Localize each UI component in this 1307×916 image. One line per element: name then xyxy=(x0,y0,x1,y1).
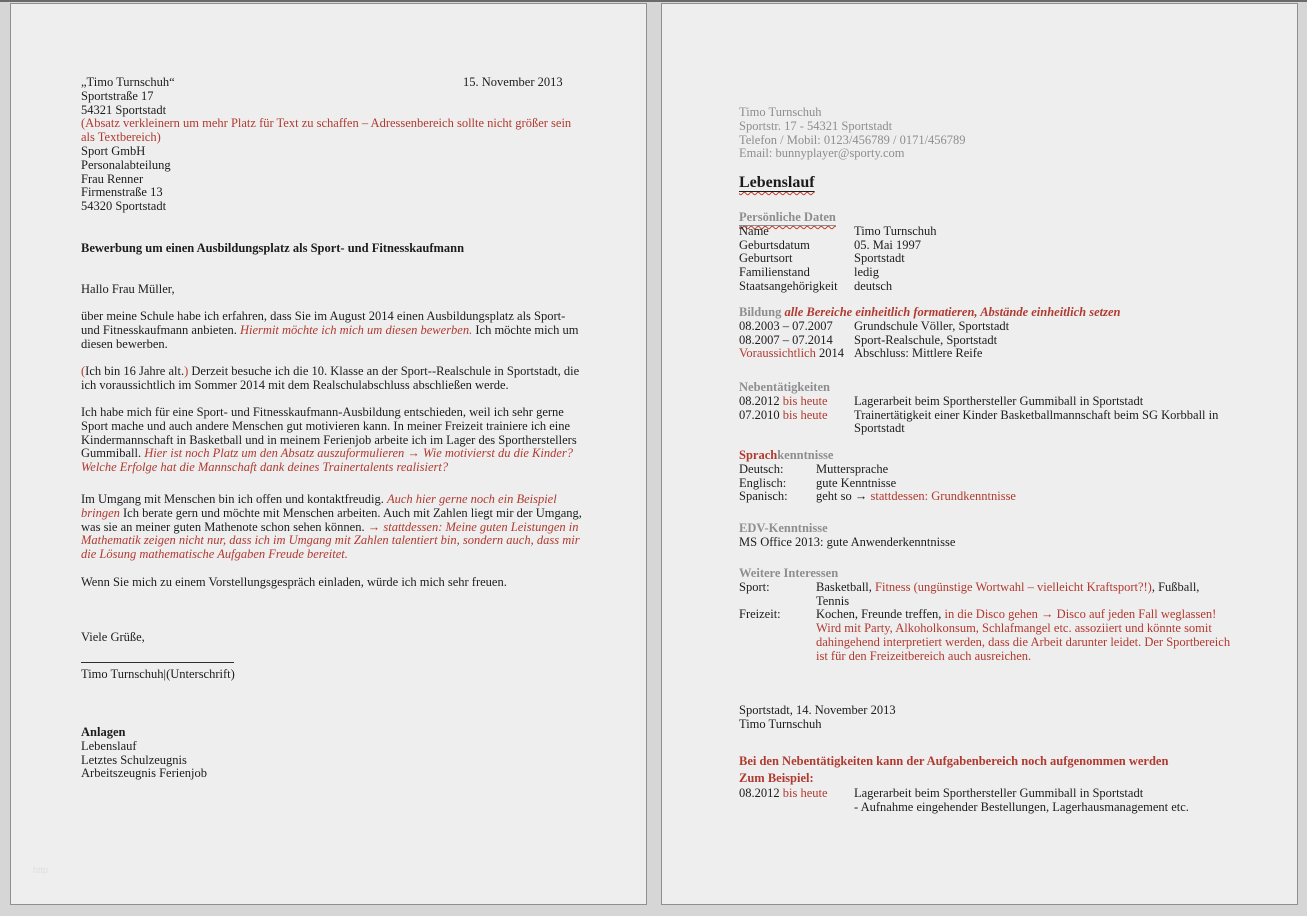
sport-value-text: Basketball, xyxy=(816,579,876,594)
personal-row xyxy=(739,252,1231,266)
bottom-note-line-2: Zum Beispiel: xyxy=(739,771,814,785)
education-row xyxy=(739,320,1239,334)
cv-contact-address: Sportstr. 17 - 54321 Sportstadt xyxy=(739,118,893,133)
paragraph-2-paren-close: ) xyxy=(184,364,189,378)
paragraph-4 xyxy=(81,493,586,562)
leisure-correction: in die Disco gehen → Disco auf jeden Fall weglassen! Wird mit Party, Alkoholkonsum, Schlafmangel etc. assoziiert und könnte somit dahingehend interpretiert werden, dass die Arbeit darunter leidet. Der Sportbereich ist für den Freizeitbereich auch ausreichen. xyxy=(816,607,1231,663)
paragraph-1-text: über meine Schule habe ich erfahren, dass Sie im August 2014 einen Ausbildungsplatz als Sport- und Fitnesskaufmann anbieten. xyxy=(81,309,566,337)
row-date xyxy=(739,787,854,815)
row-value-text: geht so → xyxy=(816,489,871,504)
row-date xyxy=(739,395,854,409)
row-date-correction: bis heute xyxy=(782,393,828,408)
language-row xyxy=(739,463,1231,477)
paragraph-4-text: Im Umgang mit Menschen bin ich offen und kontaktfreudig. xyxy=(81,492,387,506)
side-job-row xyxy=(739,395,1231,409)
row-date: 08.2003 – 07.2007 xyxy=(739,318,833,333)
recipient-department: Personalabteilung xyxy=(81,157,171,172)
letter-date: 15. November 2013 xyxy=(463,75,563,89)
faint-watermark: http xyxy=(33,865,49,875)
education-row xyxy=(739,347,1239,361)
row-value: Grundschule Völler, Sportstadt xyxy=(854,318,1010,333)
row-value: Trainertätigkeit einer Kinder Basketballmannschaft beim SG Korbball in Sportstadt xyxy=(854,407,1219,436)
row-value xyxy=(816,581,1231,609)
example-row xyxy=(739,787,1231,815)
row-value xyxy=(816,477,1231,491)
personal-row xyxy=(739,266,1231,280)
sender-street: Sportstraße 17 xyxy=(81,88,154,103)
row-date xyxy=(739,409,854,437)
row-value-correction: stattdessen: Grundkenntnisse xyxy=(870,489,1016,504)
cv-place-date: Sportstadt, 14. November 2013 xyxy=(739,703,896,717)
attachment-item: Letztes Schulzeugnis xyxy=(81,752,187,767)
paragraph-2-aside: Ich bin 16 Jahre alt. xyxy=(85,364,185,378)
row-date-start: 08.2012 xyxy=(739,393,783,408)
row-value xyxy=(816,608,1231,663)
paragraph-3-text: Ich habe mich für eine Sport- und Fitnesskaufmann-Ausbildung entschieden, weil ich sehr gerne Sport mache und auch andere Menschen gut motivieren kann. In meiner Freizeit trainiere ich eine Kindermannschaft in Basketball und in meinem Ferienjob arbeite ich im Lager des Sportherstellers Gummiball. xyxy=(81,405,577,461)
paragraph-2 xyxy=(81,365,586,393)
recipient-city: 54320 Sportstadt xyxy=(81,199,167,214)
education-header-line xyxy=(739,306,1239,320)
section-other-interests xyxy=(739,567,1231,664)
example-value-line-1: Lagerarbeit beim Sporthersteller Gummiball in Sportstadt xyxy=(854,786,1144,800)
row-label: Spanisch: xyxy=(739,489,788,504)
row-date-correction: Voraussichtlich xyxy=(739,346,816,361)
row-label: Familienstand xyxy=(739,265,810,280)
row-label: Name xyxy=(739,223,769,238)
cv-title xyxy=(739,174,815,192)
languages-header-corrected-part: Sprach xyxy=(739,448,778,462)
row-label: Deutsch: xyxy=(739,461,784,476)
row-date-rest: 2014 xyxy=(815,346,844,361)
row-value: Sportstadt xyxy=(854,251,905,266)
row-label: Staatsangehörigkeit xyxy=(739,278,838,293)
row-label: Englisch: xyxy=(739,475,787,490)
side-job-row xyxy=(739,409,1231,437)
personal-data-header xyxy=(739,211,1231,225)
cv-page xyxy=(661,3,1298,905)
paragraph-3 xyxy=(81,406,586,475)
row-date-start: 08.2012 xyxy=(739,786,783,800)
education-row xyxy=(739,334,1239,348)
other-interests-header: Weitere Interessen xyxy=(739,566,839,580)
personal-row xyxy=(739,280,1231,294)
row-label: Sport: xyxy=(739,579,770,594)
row-date: 08.2007 – 07.2014 xyxy=(739,332,833,347)
closing-phrase: Viele Grüße, xyxy=(81,630,145,644)
paragraph-4-correction-1: Auch hier gerne noch ein Beispiel bringen xyxy=(81,492,557,520)
row-value-text: Muttersprache xyxy=(816,461,889,476)
row-value: Lagerarbeit beim Sporthersteller Gummiball in Sportstadt xyxy=(854,393,1144,408)
attachment-item: Arbeitszeugnis Ferienjob xyxy=(81,766,208,781)
section-side-jobs xyxy=(739,381,1231,436)
cv-contact-block xyxy=(739,106,966,161)
language-row xyxy=(739,477,1231,491)
education-header: Bildung xyxy=(739,305,782,319)
paragraph-1 xyxy=(81,310,586,351)
signature-block xyxy=(81,662,235,682)
paragraph-3-correction: Hier ist noch Platz um den Absatz auszuformulieren → Wie motivierst du die Kinder? Welche Erfolge hat die Mannschaft dank deines Trainertalents realisiert? xyxy=(81,446,573,475)
languages-header xyxy=(739,449,1231,463)
leisure-value-text: Kochen, Freunde treffen, xyxy=(816,607,945,622)
row-date xyxy=(739,347,854,361)
row-value: 05. Mai 1997 xyxy=(854,237,922,252)
row-value xyxy=(816,490,1231,504)
paragraph-4-correction-2: → stattdessen: Meine guten Leistungen in Mathematik zeigen nicht nur, dass ich im Umgang mit Zahlen talentiert bin, sondern auch, dass mir die Lösung mathematische Aufgaben Freude bereitet. xyxy=(81,519,580,562)
row-value xyxy=(816,463,1231,477)
row-value: Timo Turnschuh xyxy=(854,223,937,238)
paragraph-5: Wenn Sie mich zu einem Vorstellungsgespräch einladen, würde ich mich sehr freuen. xyxy=(81,575,507,589)
salutation: Hallo Frau Müller, xyxy=(81,282,175,296)
row-value: ledig xyxy=(854,265,879,280)
bottom-correction-note xyxy=(739,753,1239,787)
attachments-title: Anlagen xyxy=(81,725,126,739)
row-value: Sport-Realschule, Sportstadt xyxy=(854,332,998,347)
sport-correction: Fitness (ungünstige Wortwahl – vielleicht Kraftsport?!) xyxy=(875,579,1152,594)
example-value-line-2: - Aufnahme eingehender Bestellungen, Lagerhausmanagement etc. xyxy=(854,799,1189,814)
cv-contact-name: Timo Turnschuh xyxy=(739,105,822,119)
row-date-start: 07.2010 xyxy=(739,407,783,422)
personal-row xyxy=(739,225,1231,239)
sender-city: 54321 Sportstadt xyxy=(81,102,167,117)
cv-contact-email: Email: bunnyplayer@sporty.com xyxy=(739,146,905,161)
recipient-company: Sport GmbH xyxy=(81,143,146,158)
side-jobs-header: Nebentätigkeiten xyxy=(739,380,830,394)
personal-row xyxy=(739,239,1231,253)
education-correction-note: alle Bereiche einheitlich formatieren, Abstände einheitlich setzen xyxy=(784,305,1121,319)
address-correction-note: (Absatz verkleinern um mehr Platz für Text zu schaffen – Adressenbereich sollte nicht größer sein als Textbereich) xyxy=(81,116,572,145)
attachments-block xyxy=(81,726,207,781)
sender-name: „Timo Turnschuh“ xyxy=(81,75,175,89)
recipient-street: Firmenstraße 13 xyxy=(81,185,163,200)
bottom-note-line-1: Bei den Nebentätigkeiten kann der Aufgabenbereich noch aufgenommen werden xyxy=(739,754,1169,768)
subject-line: Bewerbung um einen Ausbildungsplatz als Sport- und Fitnesskaufmann xyxy=(81,241,465,255)
section-it-skills xyxy=(739,522,1231,550)
row-label: Geburtsort xyxy=(739,251,793,266)
paragraph-1-text-end: Ich möchte mich um diesen bewerben. xyxy=(81,322,579,351)
row-value: deutsch xyxy=(854,278,893,293)
row-value xyxy=(854,787,1231,815)
paragraph-2-text: Derzeit besuche ich die 10. Klasse an der Sport--Realschule in Sportstadt, die ich voraussichtlich im Sommer 2014 mit dem Realschulabschluss abschließen werde. xyxy=(81,364,580,392)
sport-row xyxy=(739,581,1231,609)
letter-page xyxy=(10,3,647,905)
row-label: Freizeit: xyxy=(739,607,781,622)
cv-footer xyxy=(739,704,896,732)
paragraph-2-paren-open: ( xyxy=(81,364,86,378)
cv-contact-phone: Telefon / Mobil: 0123/456789 / 0171/456789 xyxy=(739,132,966,147)
attachment-item: Lebenslauf xyxy=(81,738,137,753)
paragraph-1-correction: Hiermit möchte ich mich um diesen bewerben. xyxy=(240,322,473,337)
sport-value-rest: , Fußball, Tennis xyxy=(816,579,1200,608)
paragraph-4-text-mid: Ich berate gern und möchte mit Menschen arbeiten. Auch mit Zahlen liegt mir der Umgang, was sie an meiner guten Mathenote schon sehen können. xyxy=(81,505,582,534)
cv-footer-name: Timo Turnschuh xyxy=(739,716,822,731)
row-value-text: gute Kenntnisse xyxy=(816,475,897,490)
section-personal-data xyxy=(739,211,1231,294)
it-skills-header: EDV-Kenntnisse xyxy=(739,521,828,535)
window-top-border xyxy=(0,0,1307,2)
row-value: Abschluss: Mittlere Reife xyxy=(854,346,983,361)
section-education xyxy=(739,306,1239,361)
languages-header-rest: kenntnisse xyxy=(777,448,834,462)
it-skills-line: MS Office 2013: gute Anwenderkenntnisse xyxy=(739,534,956,549)
row-date-correction: bis heute xyxy=(782,786,828,800)
recipient-contact: Frau Renner xyxy=(81,171,144,186)
language-row xyxy=(739,490,1231,504)
row-date-correction: bis heute xyxy=(782,407,828,422)
leisure-row xyxy=(739,608,1231,663)
personal-data-header-text: Persönliche Daten xyxy=(739,210,836,224)
section-languages xyxy=(739,449,1231,504)
sender-address-block xyxy=(81,76,586,214)
signature-name: Timo Turnschuh|(Unterschrift) xyxy=(81,667,235,681)
row-label: Geburtsdatum xyxy=(739,237,810,252)
cv-title-text: Lebenslauf xyxy=(739,174,815,191)
